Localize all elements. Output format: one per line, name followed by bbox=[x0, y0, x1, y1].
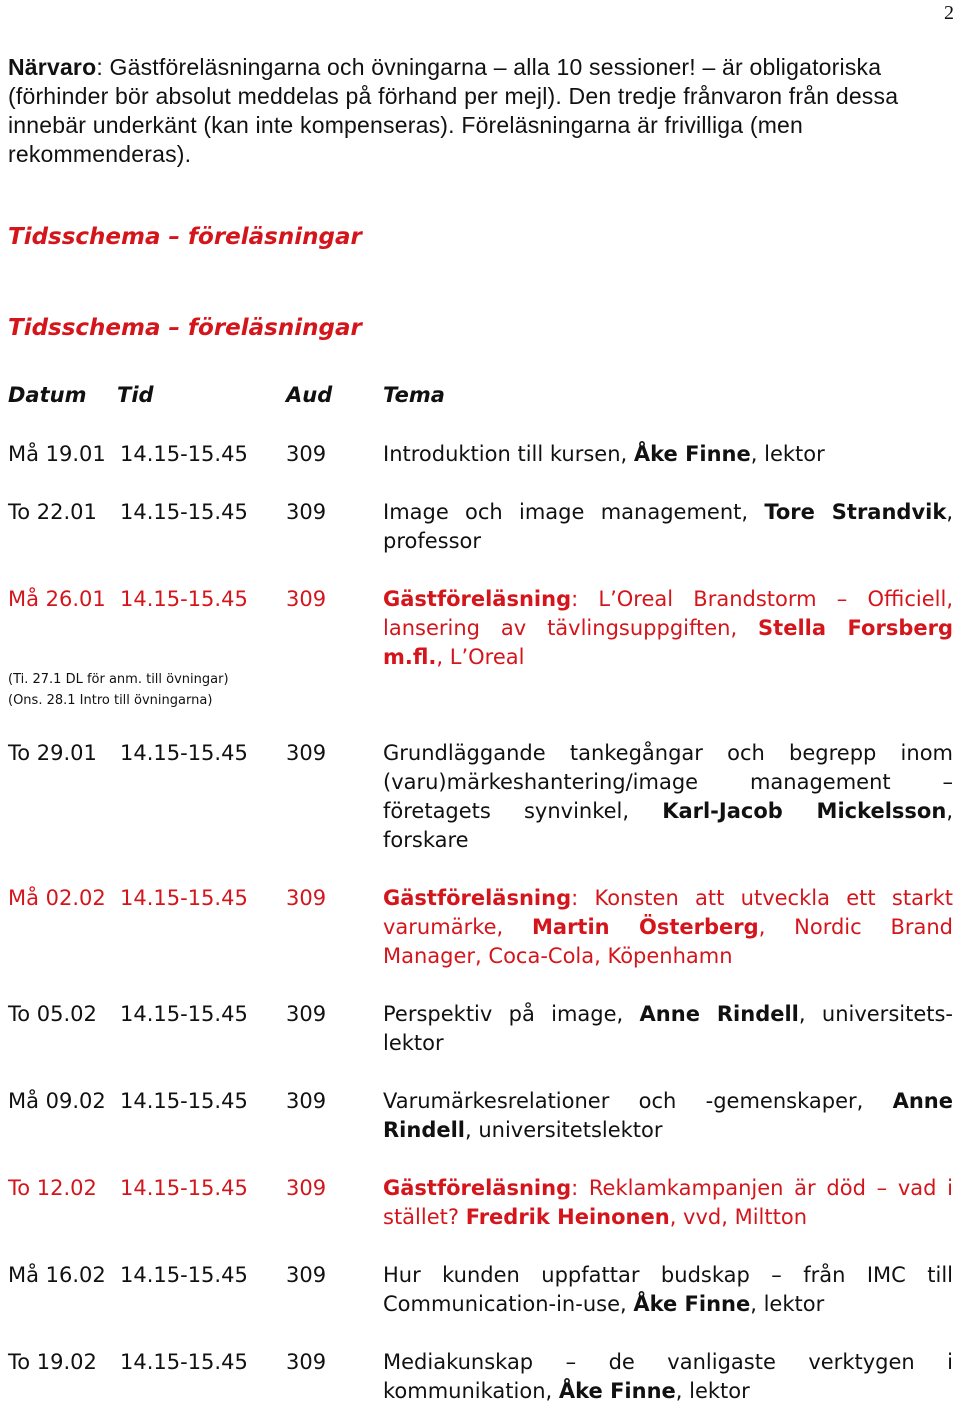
row-time: 14.15-15.45 bbox=[120, 1002, 248, 1026]
row-time: 14.15-15.45 bbox=[120, 1176, 248, 1200]
column-aud: Aud bbox=[286, 383, 333, 407]
row-time: 14.15-15.45 bbox=[120, 741, 248, 765]
topic-text: , universitets-lektor bbox=[383, 1002, 953, 1055]
row-aud: 309 bbox=[286, 886, 327, 910]
topic-text: , forskare bbox=[383, 799, 953, 852]
row-aud: 309 bbox=[286, 1350, 327, 1374]
row-date: To 12.02 bbox=[8, 1176, 97, 1200]
row-date: To 22.01 bbox=[8, 500, 97, 524]
topic-emphasis: Gästföreläsning bbox=[383, 886, 572, 910]
row-aud: 309 bbox=[286, 741, 327, 765]
schedule-column-headers bbox=[0, 383, 960, 413]
topic-text: , vvd, Miltton bbox=[669, 1205, 808, 1229]
topic-text: Image och image management, bbox=[383, 500, 765, 524]
row-date: To 05.02 bbox=[8, 1002, 97, 1026]
topic-text: , lektor bbox=[750, 1292, 825, 1316]
topic-text: Grundläggande tankegångar och begrepp inom (varu)märkeshantering/image management – företagets synvinkel, bbox=[383, 741, 953, 823]
row-date: To 29.01 bbox=[8, 741, 97, 765]
row-aud: 309 bbox=[286, 587, 327, 611]
row-topic bbox=[383, 1174, 953, 1232]
topic-text: : Konsten att utveckla ett starkt varumärke, bbox=[383, 886, 953, 939]
schedule-note: (Ons. 28.1 Intro till övningarna) bbox=[8, 693, 213, 708]
row-topic bbox=[383, 1000, 953, 1058]
row-time: 14.15-15.45 bbox=[120, 1350, 248, 1374]
schedule-note: (Ti. 27.1 DL för anm. till övningar) bbox=[8, 672, 229, 687]
topic-emphasis: Anne Rindell bbox=[383, 1089, 953, 1142]
topic-emphasis: Åke Finne bbox=[558, 1379, 676, 1403]
row-time: 14.15-15.45 bbox=[120, 442, 248, 466]
row-topic bbox=[383, 739, 953, 855]
row-date: Må 09.02 bbox=[8, 1089, 106, 1113]
attendance-text: : Gästföreläsningarna och övningarna – alla 10 sessioner! – är obligatoriska (förhinder bör absolut meddelas på förhand per mejl). Den tredje frånvaron från dessa innebär underkänt (kan inte kompenseras). Föreläsningarna är frivilliga (men rekommenderas). bbox=[8, 54, 899, 167]
row-aud: 309 bbox=[286, 1089, 327, 1113]
topic-emphasis: Tore Strandvik bbox=[764, 500, 947, 524]
row-aud: 309 bbox=[286, 1263, 327, 1287]
attendance-label: Närvaro bbox=[8, 54, 97, 80]
topic-emphasis: Åke Finne bbox=[633, 1292, 751, 1316]
topic-text: , Nordic Brand Manager, Coca-Cola, Köpenhamn bbox=[383, 915, 954, 968]
row-date: To 19.02 bbox=[8, 1350, 97, 1374]
topic-text: , professor bbox=[383, 500, 953, 553]
topic-text: , universitetslektor bbox=[465, 1118, 663, 1142]
topic-text: Varumärkesrelationer och -gemenskaper, bbox=[383, 1089, 893, 1113]
topic-text: Perspektiv på image, bbox=[383, 1002, 640, 1026]
column-time: Tid bbox=[117, 383, 154, 407]
row-topic bbox=[383, 884, 953, 971]
topic-text: , lektor bbox=[675, 1379, 750, 1403]
row-time: 14.15-15.45 bbox=[120, 500, 248, 524]
topic-emphasis: Martin Österberg bbox=[532, 915, 759, 939]
row-topic bbox=[383, 585, 953, 672]
row-aud: 309 bbox=[286, 500, 327, 524]
topic-emphasis: Stella Forsberg m.fl. bbox=[383, 616, 953, 669]
schedule-heading-repeat: Tidsschema – föreläsningar bbox=[8, 315, 362, 341]
row-topic bbox=[383, 498, 953, 556]
attendance-paragraph bbox=[8, 53, 956, 169]
row-time: 14.15-15.45 bbox=[120, 587, 248, 611]
topic-emphasis: Åke Finne bbox=[633, 442, 751, 466]
row-time: 14.15-15.45 bbox=[120, 886, 248, 910]
row-date: Må 02.02 bbox=[8, 886, 106, 910]
topic-text: : L’Oreal Brandstorm – Officiell, lansering av tävlingsuppgiften, bbox=[383, 587, 953, 640]
row-time: 14.15-15.45 bbox=[120, 1263, 248, 1287]
topic-text: Hur kunden uppfattar budskap – från IMC till Communication-in-use, bbox=[383, 1263, 953, 1316]
topic-text: Mediakunskap – de vanligaste verktygen i kommunikation, bbox=[383, 1350, 953, 1403]
topic-emphasis: Gästföreläsning bbox=[383, 1176, 572, 1200]
row-topic bbox=[383, 1261, 953, 1319]
row-date: Må 26.01 bbox=[8, 587, 106, 611]
row-aud: 309 bbox=[286, 1002, 327, 1026]
row-time: 14.15-15.45 bbox=[120, 1089, 248, 1113]
page-number: 2 bbox=[944, 2, 954, 24]
row-topic bbox=[383, 440, 953, 469]
topic-emphasis: Fredrik Heinonen bbox=[465, 1205, 670, 1229]
column-topic: Tema bbox=[383, 383, 445, 407]
topic-emphasis: Gästföreläsning bbox=[383, 587, 572, 611]
column-date: Datum bbox=[8, 383, 87, 407]
topic-text: : Reklamkampanjen är död – vad i stället? bbox=[383, 1176, 953, 1229]
row-aud: 309 bbox=[286, 1176, 327, 1200]
topic-emphasis: Karl-Jacob Mickelsson bbox=[662, 799, 947, 823]
topic-text: , L’Oreal bbox=[436, 645, 525, 669]
row-topic bbox=[383, 1087, 953, 1145]
row-date: Må 19.01 bbox=[8, 442, 106, 466]
row-aud: 309 bbox=[286, 442, 327, 466]
topic-text: Introduktion till kursen, bbox=[383, 442, 634, 466]
row-topic bbox=[383, 1348, 953, 1406]
row-date: Må 16.02 bbox=[8, 1263, 106, 1287]
topic-text: , lektor bbox=[750, 442, 825, 466]
schedule-heading: Tidsschema – föreläsningar bbox=[8, 224, 362, 250]
topic-emphasis: Anne Rindell bbox=[639, 1002, 799, 1026]
